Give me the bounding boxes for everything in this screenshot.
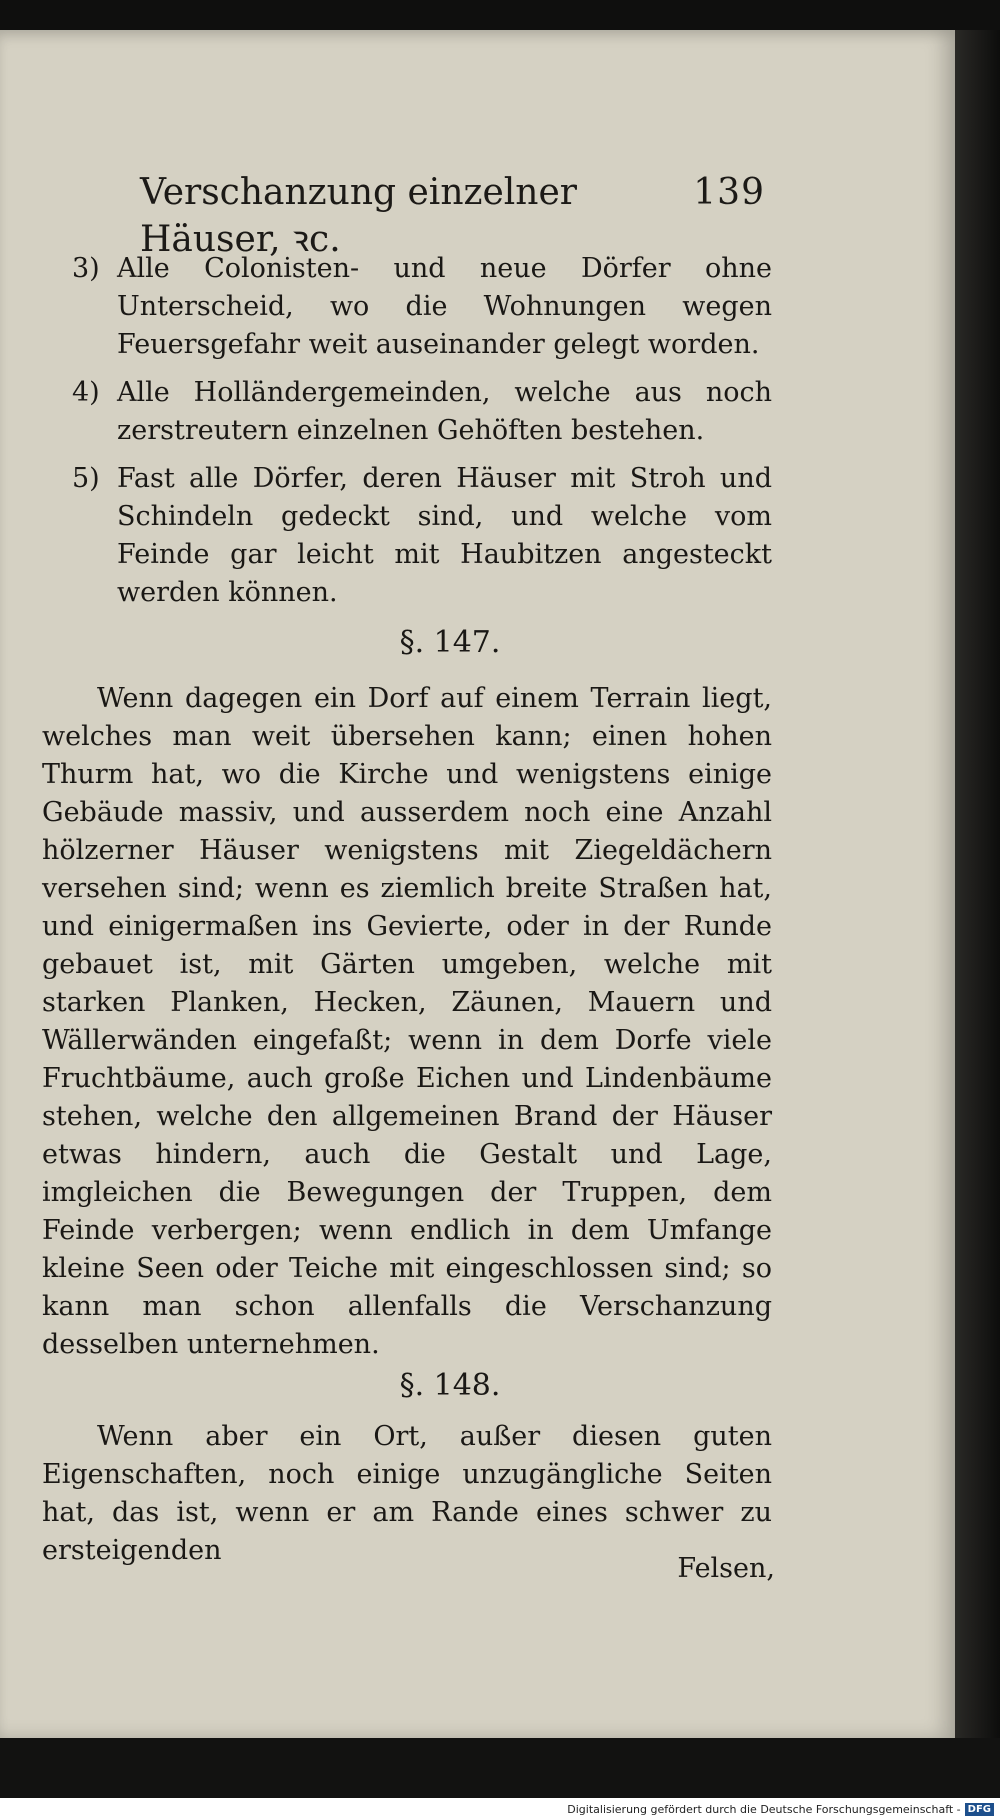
running-header: [140, 172, 765, 262]
section-heading: §. 147.: [399, 625, 501, 660]
list-item-text: Alle Holländergemeinden, welche aus noch zerstreutern einzelnen Gehöften bestehen.: [117, 377, 772, 446]
running-title: Verschanzung einzelner Häuser, ꝛc.: [140, 172, 577, 260]
enumerated-list: [72, 250, 772, 612]
list-item: [72, 374, 772, 450]
page-number: 139: [693, 172, 765, 213]
paragraph: Wenn dagegen ein Dorf auf einem Terrain liegt, welches man weit übersehen kann; einen hohen Thurm hat, wo die Kirche und wenigstens einige Gebäude massiv, und ausserdem noch eine Anzahl hölzerner Häuser wenigstens mit Ziegeldächern versehen sind; wenn es ziemlich breite Straßen hat, und einigermaßen ins Gevierte, oder in der Runde gebauet ist, mit Gärten umgeben, welche mit starken Planken, Hecken, Zäunen, Mauern und Wällerwänden eingefaßt; wenn in dem Dorfe viele Fruchtbäume, auch große Eichen und Lindenbäume stehen, welche den allgemeinen Brand der Häuser etwas hindern, auch die Gestalt und Lage, imgleichen die Bewegungen der Truppen, dem Feinde verbergen; wenn endlich in dem Umfange kleine Seen oder Teiche mit eingeschlossen sind; so kann man schon allenfalls die Verschanzung desselben unternehmen.: [42, 683, 772, 1360]
catchword: Felsen,: [677, 1553, 775, 1584]
list-item-text: Fast alle Dörfer, deren Häuser mit Stroh und Schindeln gedeckt sind, und welche vom Feinde gar leicht mit Haubitzen angesteckt werden können.: [117, 463, 772, 608]
dfg-logo: DFG: [965, 1803, 994, 1816]
credit-text: Digitalisierung gefördert durch die Deutsche Forschungsgemeinschaft -: [567, 1802, 961, 1816]
paragraph: Wenn aber ein Ort, außer diesen guten Eigenschaften, noch einige unzugängliche Seiten hat, das ist, wenn er am Rande eines schwer zu ersteigenden: [42, 1421, 772, 1566]
page-edge-shadow: [955, 30, 1000, 1738]
list-item: [72, 250, 772, 364]
list-item-number: 4): [72, 377, 100, 408]
section-heading: §. 148.: [399, 1368, 501, 1403]
list-item: [72, 460, 772, 612]
list-item-text: Alle Colonisten- und neue Dörfer ohne Unterscheid, wo die Wohnungen wegen Feuersgefahr weit auseinander gelegt worden.: [117, 253, 772, 360]
scan-background: [0, 1738, 1000, 1798]
list-item-number: 5): [72, 463, 100, 494]
section-body: [42, 680, 772, 1364]
section-body: [42, 1418, 772, 1570]
list-item-number: 3): [72, 253, 100, 284]
digitization-credit-bar: [0, 1798, 1000, 1820]
